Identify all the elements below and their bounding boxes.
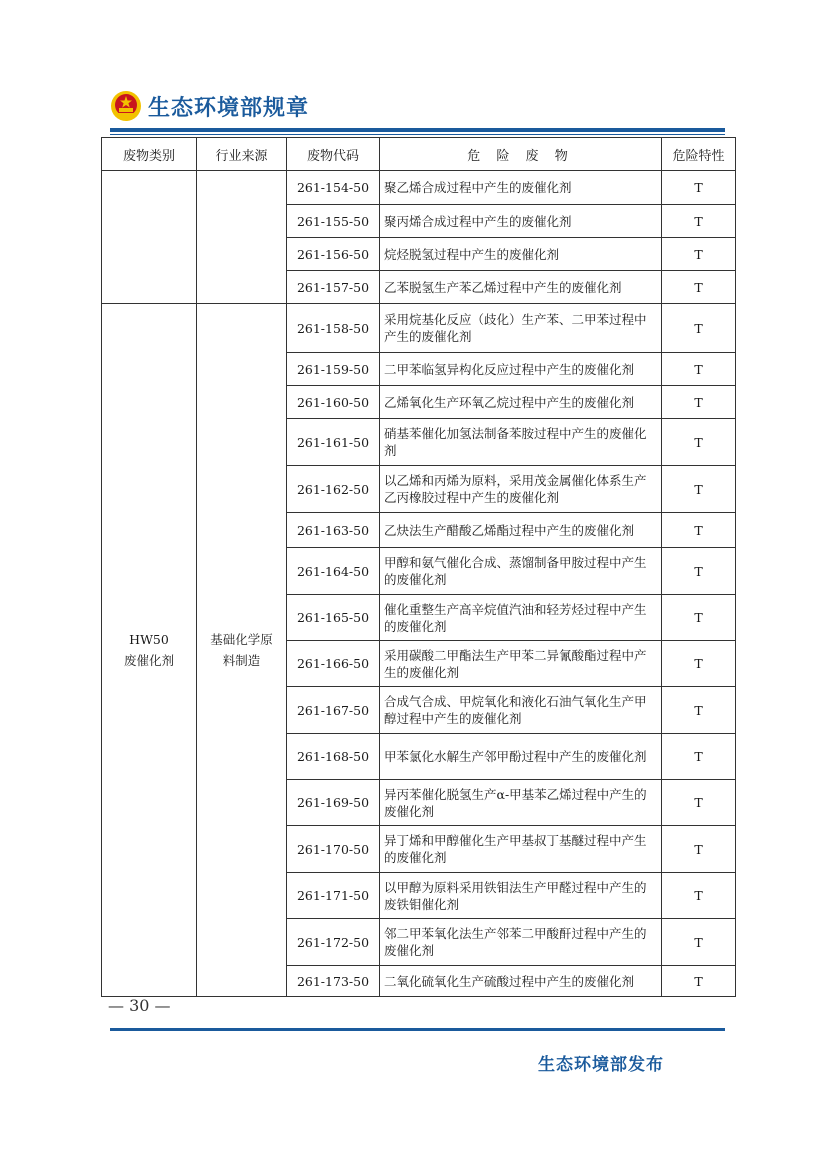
- national-emblem-icon: [110, 90, 142, 122]
- footer-divider: [110, 1028, 725, 1031]
- waste-description-cell: 邻二甲苯氧化法生产邻苯二甲酸酐过程中产生的废催化剂: [380, 919, 662, 966]
- waste-description-cell: 烷烃脱氢过程中产生的废催化剂: [380, 238, 662, 271]
- industry-source-cell: [197, 304, 287, 997]
- page-number: — 30 —: [108, 996, 171, 1015]
- page-header: [110, 88, 309, 124]
- waste-code-cell: 261-157-50: [287, 271, 380, 304]
- waste-description-cell: 聚丙烯合成过程中产生的废催化剂: [380, 205, 662, 238]
- waste-category-cell: [102, 304, 197, 997]
- hazard-characteristic-cell: T: [662, 419, 736, 466]
- waste-description-cell: 硝基苯催化加氢法制备苯胺过程中产生的废催化剂: [380, 419, 662, 466]
- hazard-characteristic-cell: T: [662, 386, 736, 419]
- waste-code-cell: 261-161-50: [287, 419, 380, 466]
- waste-code-cell: 261-163-50: [287, 513, 380, 548]
- header-divider-thin: [110, 134, 725, 135]
- column-header-industry: 行业来源: [197, 138, 287, 171]
- waste-code-cell: 261-172-50: [287, 919, 380, 966]
- waste-description-cell: 采用烷基化反应（歧化）生产苯、二甲苯过程中产生的废催化剂: [380, 304, 662, 353]
- footer-publisher: 生态环境部发布: [538, 1055, 664, 1075]
- industry-source-line: 料制造: [222, 653, 261, 668]
- column-header-waste: 危 险 废 物: [380, 138, 662, 171]
- table-body: [102, 171, 736, 997]
- waste-description-cell: 乙烯氧化生产环氧乙烷过程中产生的废催化剂: [380, 386, 662, 419]
- waste-description-cell: 甲苯氯化水解生产邻甲酚过程中产生的废催化剂: [380, 734, 662, 780]
- waste-description-cell: 二氧化硫氧化生产硫酸过程中产生的废催化剂: [380, 966, 662, 997]
- hazardous-waste-table: [101, 137, 736, 997]
- hazard-characteristic-cell: T: [662, 271, 736, 304]
- hazard-characteristic-cell: T: [662, 595, 736, 641]
- waste-code-cell: 261-167-50: [287, 687, 380, 734]
- waste-description-cell: 催化重整生产高辛烷值汽油和轻芳烃过程中产生的废催化剂: [380, 595, 662, 641]
- waste-description-cell: 异丁烯和甲醇催化生产甲基叔丁基醚过程中产生的废催化剂: [380, 826, 662, 873]
- hazard-characteristic-cell: T: [662, 919, 736, 966]
- waste-description-cell: 聚乙烯合成过程中产生的废催化剂: [380, 171, 662, 205]
- industry-source-line: 基础化学原: [210, 632, 273, 647]
- waste-description-cell: 二甲苯临氢异构化反应过程中产生的废催化剂: [380, 353, 662, 386]
- waste-description-cell: 异丙苯催化脱氢生产α-甲基苯乙烯过程中产生的废催化剂: [380, 780, 662, 826]
- hazard-characteristic-cell: T: [662, 513, 736, 548]
- hazard-characteristic-cell: T: [662, 171, 736, 205]
- waste-description-cell: 甲醇和氨气催化合成、蒸馏制备甲胺过程中产生的废催化剂: [380, 548, 662, 595]
- waste-code-cell: 261-165-50: [287, 595, 380, 641]
- waste-code-cell: 261-156-50: [287, 238, 380, 271]
- hazard-characteristic-cell: T: [662, 780, 736, 826]
- table-header-row: [102, 138, 736, 171]
- hazard-characteristic-cell: T: [662, 304, 736, 353]
- table-row: [102, 171, 736, 205]
- waste-description-cell: 乙炔法生产醋酸乙烯酯过程中产生的废催化剂: [380, 513, 662, 548]
- category-name: 废催化剂: [123, 653, 174, 668]
- hazard-characteristic-cell: T: [662, 687, 736, 734]
- waste-description-cell: 合成气合成、甲烷氧化和液化石油气氧化生产甲醇过程中产生的废催化剂: [380, 687, 662, 734]
- waste-description-cell: 以乙烯和丙烯为原料，采用茂金属催化体系生产乙丙橡胶过程中产生的废催化剂: [380, 466, 662, 513]
- table-row: [102, 304, 736, 353]
- header-title: 生态环境部规章: [148, 95, 310, 121]
- waste-code-cell: 261-173-50: [287, 966, 380, 997]
- industry-source-cell: [197, 171, 287, 304]
- waste-code-cell: 261-159-50: [287, 353, 380, 386]
- hazard-characteristic-cell: T: [662, 641, 736, 687]
- header-divider: [110, 128, 725, 132]
- waste-code-cell: 261-160-50: [287, 386, 380, 419]
- waste-code-cell: 261-164-50: [287, 548, 380, 595]
- hazard-characteristic-cell: T: [662, 873, 736, 919]
- hazard-characteristic-cell: T: [662, 205, 736, 238]
- waste-code-cell: 261-158-50: [287, 304, 380, 353]
- column-header-characteristic: 危险特性: [662, 138, 736, 171]
- waste-code-cell: 261-166-50: [287, 641, 380, 687]
- waste-code-cell: 261-169-50: [287, 780, 380, 826]
- hazard-characteristic-cell: T: [662, 826, 736, 873]
- column-header-category: 废物类别: [102, 138, 197, 171]
- hazard-characteristic-cell: T: [662, 466, 736, 513]
- waste-description-cell: 采用碳酸二甲酯法生产甲苯二异氰酸酯过程中产生的废催化剂: [380, 641, 662, 687]
- waste-code-cell: 261-171-50: [287, 873, 380, 919]
- waste-code-cell: 261-168-50: [287, 734, 380, 780]
- category-code: HW50: [129, 632, 169, 647]
- column-header-code: 废物代码: [287, 138, 380, 171]
- hazard-characteristic-cell: T: [662, 734, 736, 780]
- hazard-characteristic-cell: T: [662, 966, 736, 997]
- waste-description-cell: 以甲醇为原料采用铁钼法生产甲醛过程中产生的废铁钼催化剂: [380, 873, 662, 919]
- waste-code-cell: 261-170-50: [287, 826, 380, 873]
- hazard-characteristic-cell: T: [662, 353, 736, 386]
- waste-code-cell: 261-155-50: [287, 205, 380, 238]
- waste-description-cell: 乙苯脱氢生产苯乙烯过程中产生的废催化剂: [380, 271, 662, 304]
- waste-code-cell: 261-162-50: [287, 466, 380, 513]
- hazard-characteristic-cell: T: [662, 548, 736, 595]
- hazard-characteristic-cell: T: [662, 238, 736, 271]
- waste-code-cell: 261-154-50: [287, 171, 380, 205]
- waste-category-cell: [102, 171, 197, 304]
